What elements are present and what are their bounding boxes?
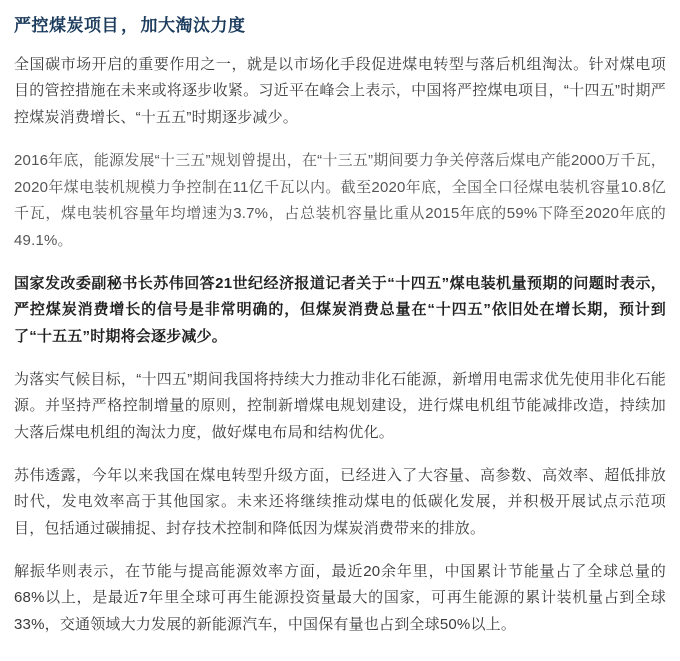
headline-part1: 严控煤炭项目 bbox=[14, 16, 119, 35]
article-paragraph-4: 为落实气候目标，“十四五”期间我国将持续大力推动非化石能源，新增用电需求优先使用非化石能源。并坚持严格控制增量的原则，控制新增煤电规划建设，进行煤电机组节能减排改造，持续加大落后煤电机组的淘汰力度，做好煤电布局和结构优化。 bbox=[14, 370, 666, 442]
page-title bbox=[14, 14, 666, 38]
paragraph-3-lead: 国家发改委副秘书长苏伟回答21世纪经济报道记者关于“十四五”煤电装机量预期的问题时表示， bbox=[14, 274, 666, 292]
article-paragraph-5: 苏伟透露，今年以来我国在煤电转型升级方面，已经进入了大容量、高参数、高效率、超低排放时代，发电效率高于其他国家。未来还将继续推动煤电的低碳化发展，并积极开展试点示范项目，包括通过碳捕捉、封存技术控制和降低因为煤炭消费带来的排放。 bbox=[14, 466, 666, 538]
article-paragraph-3 bbox=[14, 271, 666, 351]
article-paragraph-2: 2016年底，能源发展“十三五”规划曾提出，在“十三五”期间要力争关停落后煤电产能2000万千瓦，2020年煤电装机规模力争控制在11亿千瓦以内。截至2020年底，全国全口径煤电装机容量10.8亿千瓦，煤电装机容量年均增速为3.7%，占总装机容量比重从2015年底的59%下降至2020年底的49.1%。 bbox=[14, 151, 666, 249]
headline-separator: ， bbox=[121, 16, 139, 35]
article-paragraph-1: 全国碳市场开启的重要作用之一，就是以市场化手段促进煤电转型与落后机组淘汰。针对煤电项目的管控措施在未来或将逐步收紧。习近平在峰会上表示，中国将严控煤电项目，“十四五”时期严控煤炭消费增长、“十五五”时期逐步减少。 bbox=[14, 55, 666, 127]
headline-part2: 加大淘汰力度 bbox=[140, 16, 246, 35]
paragraph-3-emphasis: 严控煤炭消费增长的信号是非常明确的，但煤炭消费总量在“十四五”依旧处在增长期，预计到了“十五五”时期将会逐步减少。 bbox=[14, 301, 666, 345]
article-paragraph-6: 解振华则表示，在节能与提高能源效率方面，最近20余年里，中国累计节能量占了全球总量的68%以上，是最近7年里全球可再生能源投资量最大的国家，可再生能源的累计装机量占到全球33%，交通领域大力发展的新能源汽车，中国保有量也占到全球50%以上。 bbox=[14, 562, 666, 634]
